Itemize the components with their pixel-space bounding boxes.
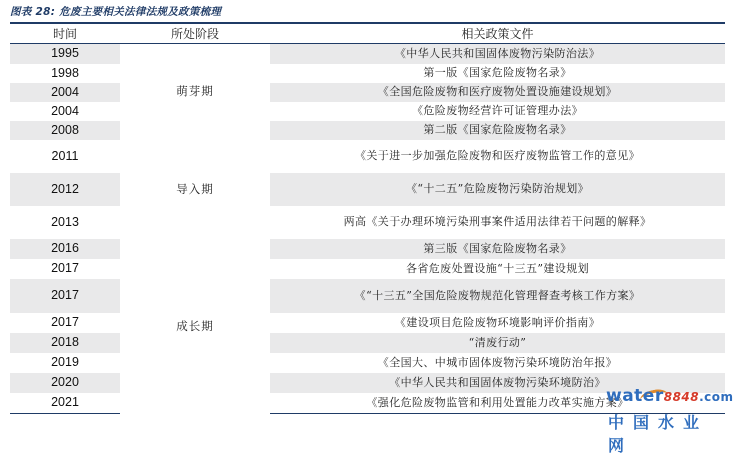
table-row — [10, 140, 725, 173]
table-header-row — [10, 24, 725, 43]
watermark-chinese: 中国水业网 — [608, 413, 709, 455]
header-year: 时间 — [10, 24, 120, 43]
row-document: 《中华人民共和国固体废物污染环境防治》 — [270, 373, 725, 393]
row-document: 第三版《国家危险废物名录》 — [270, 239, 725, 259]
row-year: 2018 — [10, 333, 120, 353]
row-document: 《危险废物经营许可证管理办法》 — [412, 104, 583, 118]
header-stage: 所处阶段 — [120, 24, 270, 43]
row-year: 2011 — [51, 148, 79, 163]
table-row — [10, 239, 725, 259]
row-year: 2004 — [10, 83, 120, 102]
row-document: 《“十三五”全国危险废物规范化管理督查考核工作方案》 — [270, 279, 725, 313]
row-document: 各省危废处置设施“十三五”建设规划 — [405, 261, 590, 275]
row-document: 两高《关于办理环境污染刑事案件适用法律若干问题的解释》 — [343, 215, 652, 229]
stage-cell: 导入期 — [120, 140, 270, 239]
row-year: 2017 — [51, 315, 79, 330]
row-year: 2017 — [10, 279, 120, 313]
row-document: “清废行动” — [270, 333, 725, 353]
header-doc: 相关政策文件 — [270, 24, 725, 43]
table-row — [10, 259, 725, 279]
row-year: 2016 — [10, 239, 120, 259]
row-document: 《“十二五”危险废物污染防治规划》 — [270, 173, 725, 206]
row-document: 《关于进一步加强危险废物和医疗废物监管工作的意见》 — [355, 149, 640, 163]
row-year: 2017 — [51, 261, 79, 276]
table-row — [10, 333, 725, 353]
table-row — [10, 121, 725, 140]
table-row — [10, 43, 725, 64]
row-year: 2020 — [10, 373, 120, 393]
row-year: 1995 — [10, 43, 120, 64]
row-document: 第二版《国家危险废物名录》 — [270, 121, 725, 140]
watermark-brand — [606, 386, 734, 406]
stage-cell: 萌芽期 — [120, 43, 270, 140]
row-year: 2012 — [10, 173, 120, 206]
watermark-brand-word: water — [606, 386, 664, 406]
table-row — [10, 206, 725, 239]
table-row — [10, 83, 725, 102]
row-year: 2019 — [51, 355, 79, 370]
site-watermark — [604, 386, 734, 455]
row-year: 1998 — [51, 65, 79, 80]
table-row — [10, 173, 725, 206]
table-row — [10, 64, 725, 83]
watermark-brand-tld: .com — [699, 390, 734, 404]
row-year: 2008 — [10, 121, 120, 140]
policy-table — [10, 24, 725, 414]
stage-cell: 成长期 — [120, 239, 270, 413]
table-row — [10, 313, 725, 333]
table-row — [10, 353, 725, 373]
row-year: 2013 — [51, 214, 79, 229]
row-document: 《全国大、中城市固体废物污染环境防治年报》 — [377, 355, 618, 369]
table-row — [10, 279, 725, 313]
row-year: 2004 — [51, 103, 79, 118]
row-year: 2021 — [10, 393, 120, 413]
row-document: 第一版《国家危险废物名录》 — [423, 66, 572, 80]
row-document: 《强化危险废物监管和利用处置能力改革实施方案》 — [270, 393, 725, 413]
table-row — [10, 102, 725, 121]
row-document: 《建设项目危险废物环境影响评价指南》 — [394, 315, 601, 329]
row-document: 《中华人民共和国固体废物污染防治法》 — [270, 43, 725, 64]
figure-caption: 图表 28: 危废主要相关法律法规及政策梳理 — [10, 4, 725, 24]
row-document: 《全国危险废物和医疗废物处置设施建设规划》 — [270, 83, 725, 102]
watermark-brand-number: 8848 — [663, 390, 700, 404]
